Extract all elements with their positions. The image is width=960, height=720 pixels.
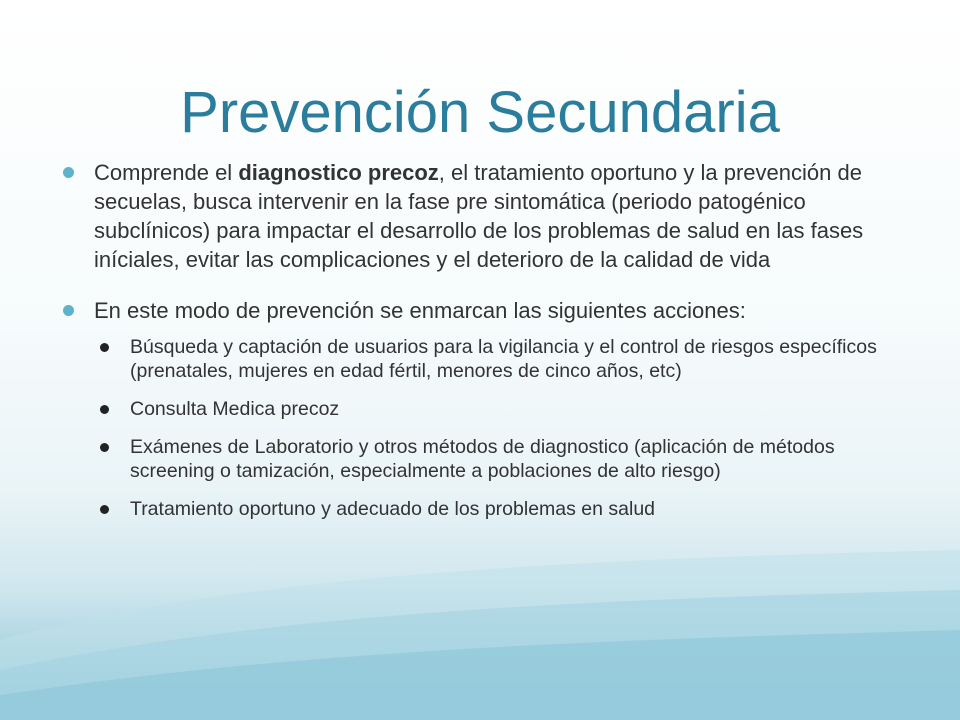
sub-bullet-dot-icon xyxy=(100,443,109,452)
sub-bullet-text: Consulta Medica precoz xyxy=(130,398,340,420)
sub-bullet-list xyxy=(58,335,900,521)
bullet-item-1 xyxy=(58,158,900,274)
sub-bullet-item xyxy=(58,497,900,521)
sub-bullet-text: Exámenes de Laboratorio y otros métodos de diagnostico (aplicación de métodos screening o tamización, especialmente a poblaciones de alto riesgo) xyxy=(130,436,835,482)
bullet-dot-icon xyxy=(63,305,74,316)
sub-bullet-dot-icon xyxy=(100,505,109,514)
bullet-item-2 xyxy=(58,296,900,325)
slide-title: Prevención Secundaria xyxy=(180,80,780,145)
sub-bullet-text: Búsqueda y captación de usuarios para la vigilancia y el control de riesgos específicos (prenatales, mujeres en edad fértil, menores de cinco años, etc) xyxy=(130,336,877,382)
bullet-text-after: , el tratamiento oportuno y la prevención de secuelas, busca intervenir en la fase pre sintomática (periodo patogénico subclínicos) para impactar el desarrollo de los problemas de salud en las fases iníciales, evitar las complicaciones y el deterioro de la calidad de vida xyxy=(94,160,864,272)
slide-content xyxy=(58,158,900,521)
sub-bullet-item xyxy=(58,435,900,483)
sub-bullet-dot-icon xyxy=(100,343,109,352)
wave-background-decoration xyxy=(0,520,960,720)
bullet-text-before: Comprende el xyxy=(94,160,239,185)
sub-bullet-item xyxy=(58,397,900,421)
bullet-dot-icon xyxy=(63,167,74,178)
sub-bullet-dot-icon xyxy=(100,405,109,414)
sub-bullet-text: Tratamiento oportuno y adecuado de los problemas en salud xyxy=(130,498,656,520)
bullet-text-bold: diagnostico precoz xyxy=(238,160,439,185)
bullet-text: En este modo de prevención se enmarcan las siguientes acciones: xyxy=(94,298,746,323)
sub-bullet-item xyxy=(58,335,900,383)
